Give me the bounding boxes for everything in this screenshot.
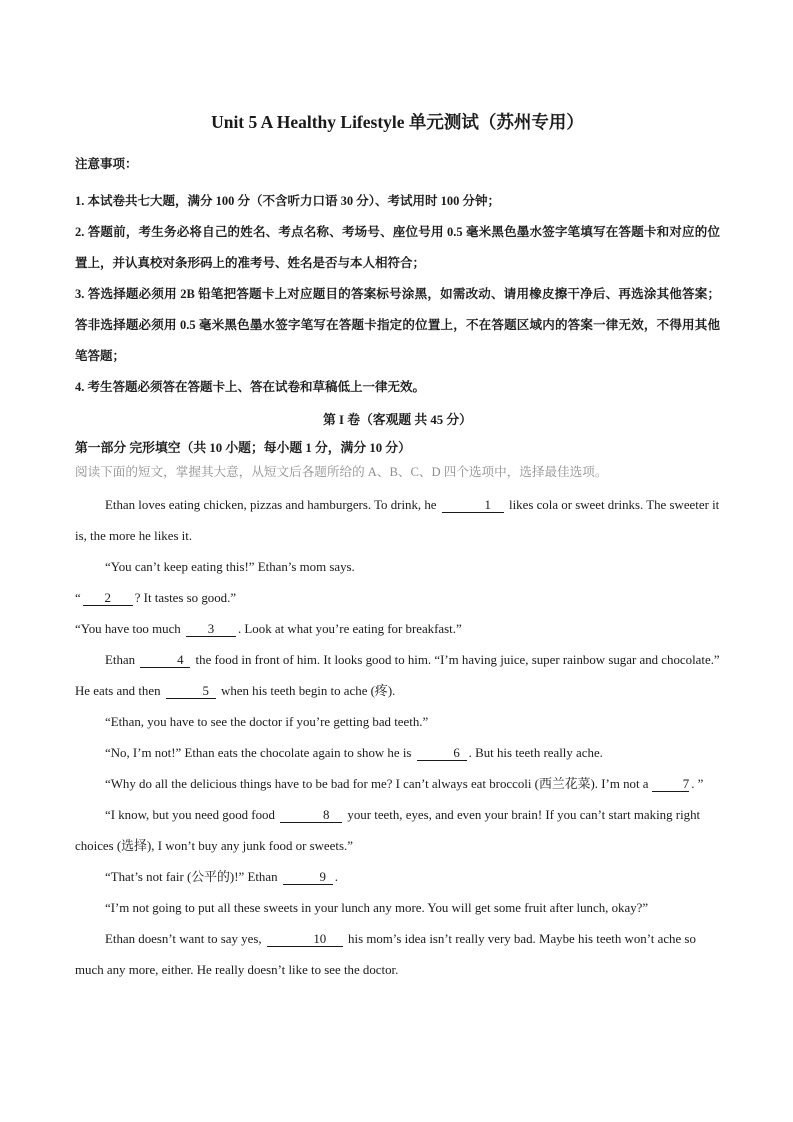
passage-text: “That’s not fair (公平的)!” Ethan xyxy=(105,869,278,884)
passage-text: “I know, but you need good food xyxy=(105,807,275,822)
passage-paragraph xyxy=(75,614,720,645)
cloze-passage xyxy=(75,490,720,986)
passage-text: Ethan xyxy=(105,652,136,667)
cloze-blank-4[interactable]: 4 xyxy=(140,654,190,669)
passage-text: “You have too much xyxy=(75,621,181,636)
cloze-blank-3[interactable]: 3 xyxy=(186,623,236,638)
page-title: Unit 5 A Healthy Lifestyle 单元测试（苏州专用） xyxy=(211,112,584,132)
passage-paragraph: “You can’t keep eating this!” Ethan’s mom says. xyxy=(105,559,355,574)
passage-paragraph xyxy=(75,645,720,707)
section-instruction: 阅读下面的短文，掌握其大意，从短文后各题所给的 A、B、C、D 四个选项中，选择最佳选项。 xyxy=(75,465,608,480)
page-content xyxy=(75,112,720,986)
cloze-blank-8[interactable]: 8 xyxy=(280,809,342,824)
cloze-blank-10[interactable]: 10 xyxy=(267,933,343,948)
passage-paragraph: “I’m not going to put all these sweets in your lunch any more. You will get some fruit after lunch, okay?” xyxy=(105,900,649,915)
passage-paragraph xyxy=(75,924,720,986)
passage-text: when his teeth begin to ache (疼). xyxy=(221,683,396,698)
cloze-blank-1[interactable]: 1 xyxy=(442,499,504,514)
cloze-blank-6[interactable]: 6 xyxy=(417,747,467,762)
notice-item: 3. 答选择题必须用 2B 铅笔把答题卡上对应题目的答案标号涂黑，如需改动、请用橡皮擦干净后、再选涂其他答案；答非选择题必须用 0.5 毫米黑色墨水签字笔写在答题卡指定的位置上，不在答题区域内的答案一律无效，不得用其他笔答题； xyxy=(75,286,720,363)
passage-text: . But his teeth really ache. xyxy=(468,745,603,760)
passage-paragraph xyxy=(75,862,720,893)
passage-paragraph: “Ethan, you have to see the doctor if you’re getting bad teeth.” xyxy=(105,714,429,729)
notice-block xyxy=(75,157,720,403)
cloze-blank-9[interactable]: 9 xyxy=(283,871,333,886)
passage-paragraph xyxy=(75,738,720,769)
passage-paragraph xyxy=(75,769,720,800)
notice-heading: 注意事项： xyxy=(75,156,138,171)
passage-text: your teeth, eyes, and even your brain! If you can’t start making right choices (选择), I won’t buy any junk food or sweets.” xyxy=(75,807,701,853)
passage-text: Ethan doesn’t want to say yes, xyxy=(105,931,262,946)
notice-item: 2. 答题前，考生务必将自己的姓名、考点名称、考场号、座位号用 0.5 毫米黑色墨水签字笔填写在答题卡和对应的位置上，并认真校对条形码上的准考号、姓名是否与本人相符合； xyxy=(75,224,720,270)
cloze-blank-5[interactable]: 5 xyxy=(166,685,216,700)
passage-paragraph xyxy=(75,490,720,552)
passage-text: ? It tastes so good.” xyxy=(134,590,237,605)
cloze-blank-2[interactable]: 2 xyxy=(83,592,133,607)
passage-text: . Look at what you’re eating for breakfast.” xyxy=(237,621,462,636)
passage-text: his mom’s idea isn’t really very bad. Maybe his teeth won’t ache so much any more, either. He really doesn’t like to see the doctor. xyxy=(75,931,696,977)
passage-text: . xyxy=(334,869,338,884)
passage-text: the food in front of him. It looks good to him. “I’m having juice, super rainbow sugar and chocolate.” He eats and then xyxy=(75,652,720,698)
notice-item: 1. 本试卷共七大题，满分 100 分（不含听力口语 30 分）、考试用时 100 分钟； xyxy=(75,193,501,208)
section-title: 第一部分 完形填空（共 10 小题；每小题 1 分，满分 10 分） xyxy=(75,440,411,455)
cloze-blank-7[interactable]: 7 xyxy=(652,778,689,793)
passage-text: “Why do all the delicious things have to be bad for me? I can’t always eat broccoli (西兰花菜). I’m not a xyxy=(105,776,649,791)
passage-paragraph xyxy=(75,583,720,614)
paper-part-label: 第 I 卷（客观题 共 45 分） xyxy=(323,412,472,427)
passage-text: . ” xyxy=(691,776,704,791)
passage-text: “ xyxy=(75,590,81,605)
notice-item: 4. 考生答题必须答在答题卡上、答在试卷和草稿低上一律无效。 xyxy=(75,379,426,394)
passage-text: likes cola or sweet drinks. The sweeter it is, the more he likes it. xyxy=(75,497,720,543)
passage-text: Ethan loves eating chicken, pizzas and hamburgers. To drink, he xyxy=(105,497,437,512)
passage-text: “No, I’m not!” Ethan eats the chocolate again to show he is xyxy=(105,745,412,760)
passage-paragraph xyxy=(75,800,720,862)
